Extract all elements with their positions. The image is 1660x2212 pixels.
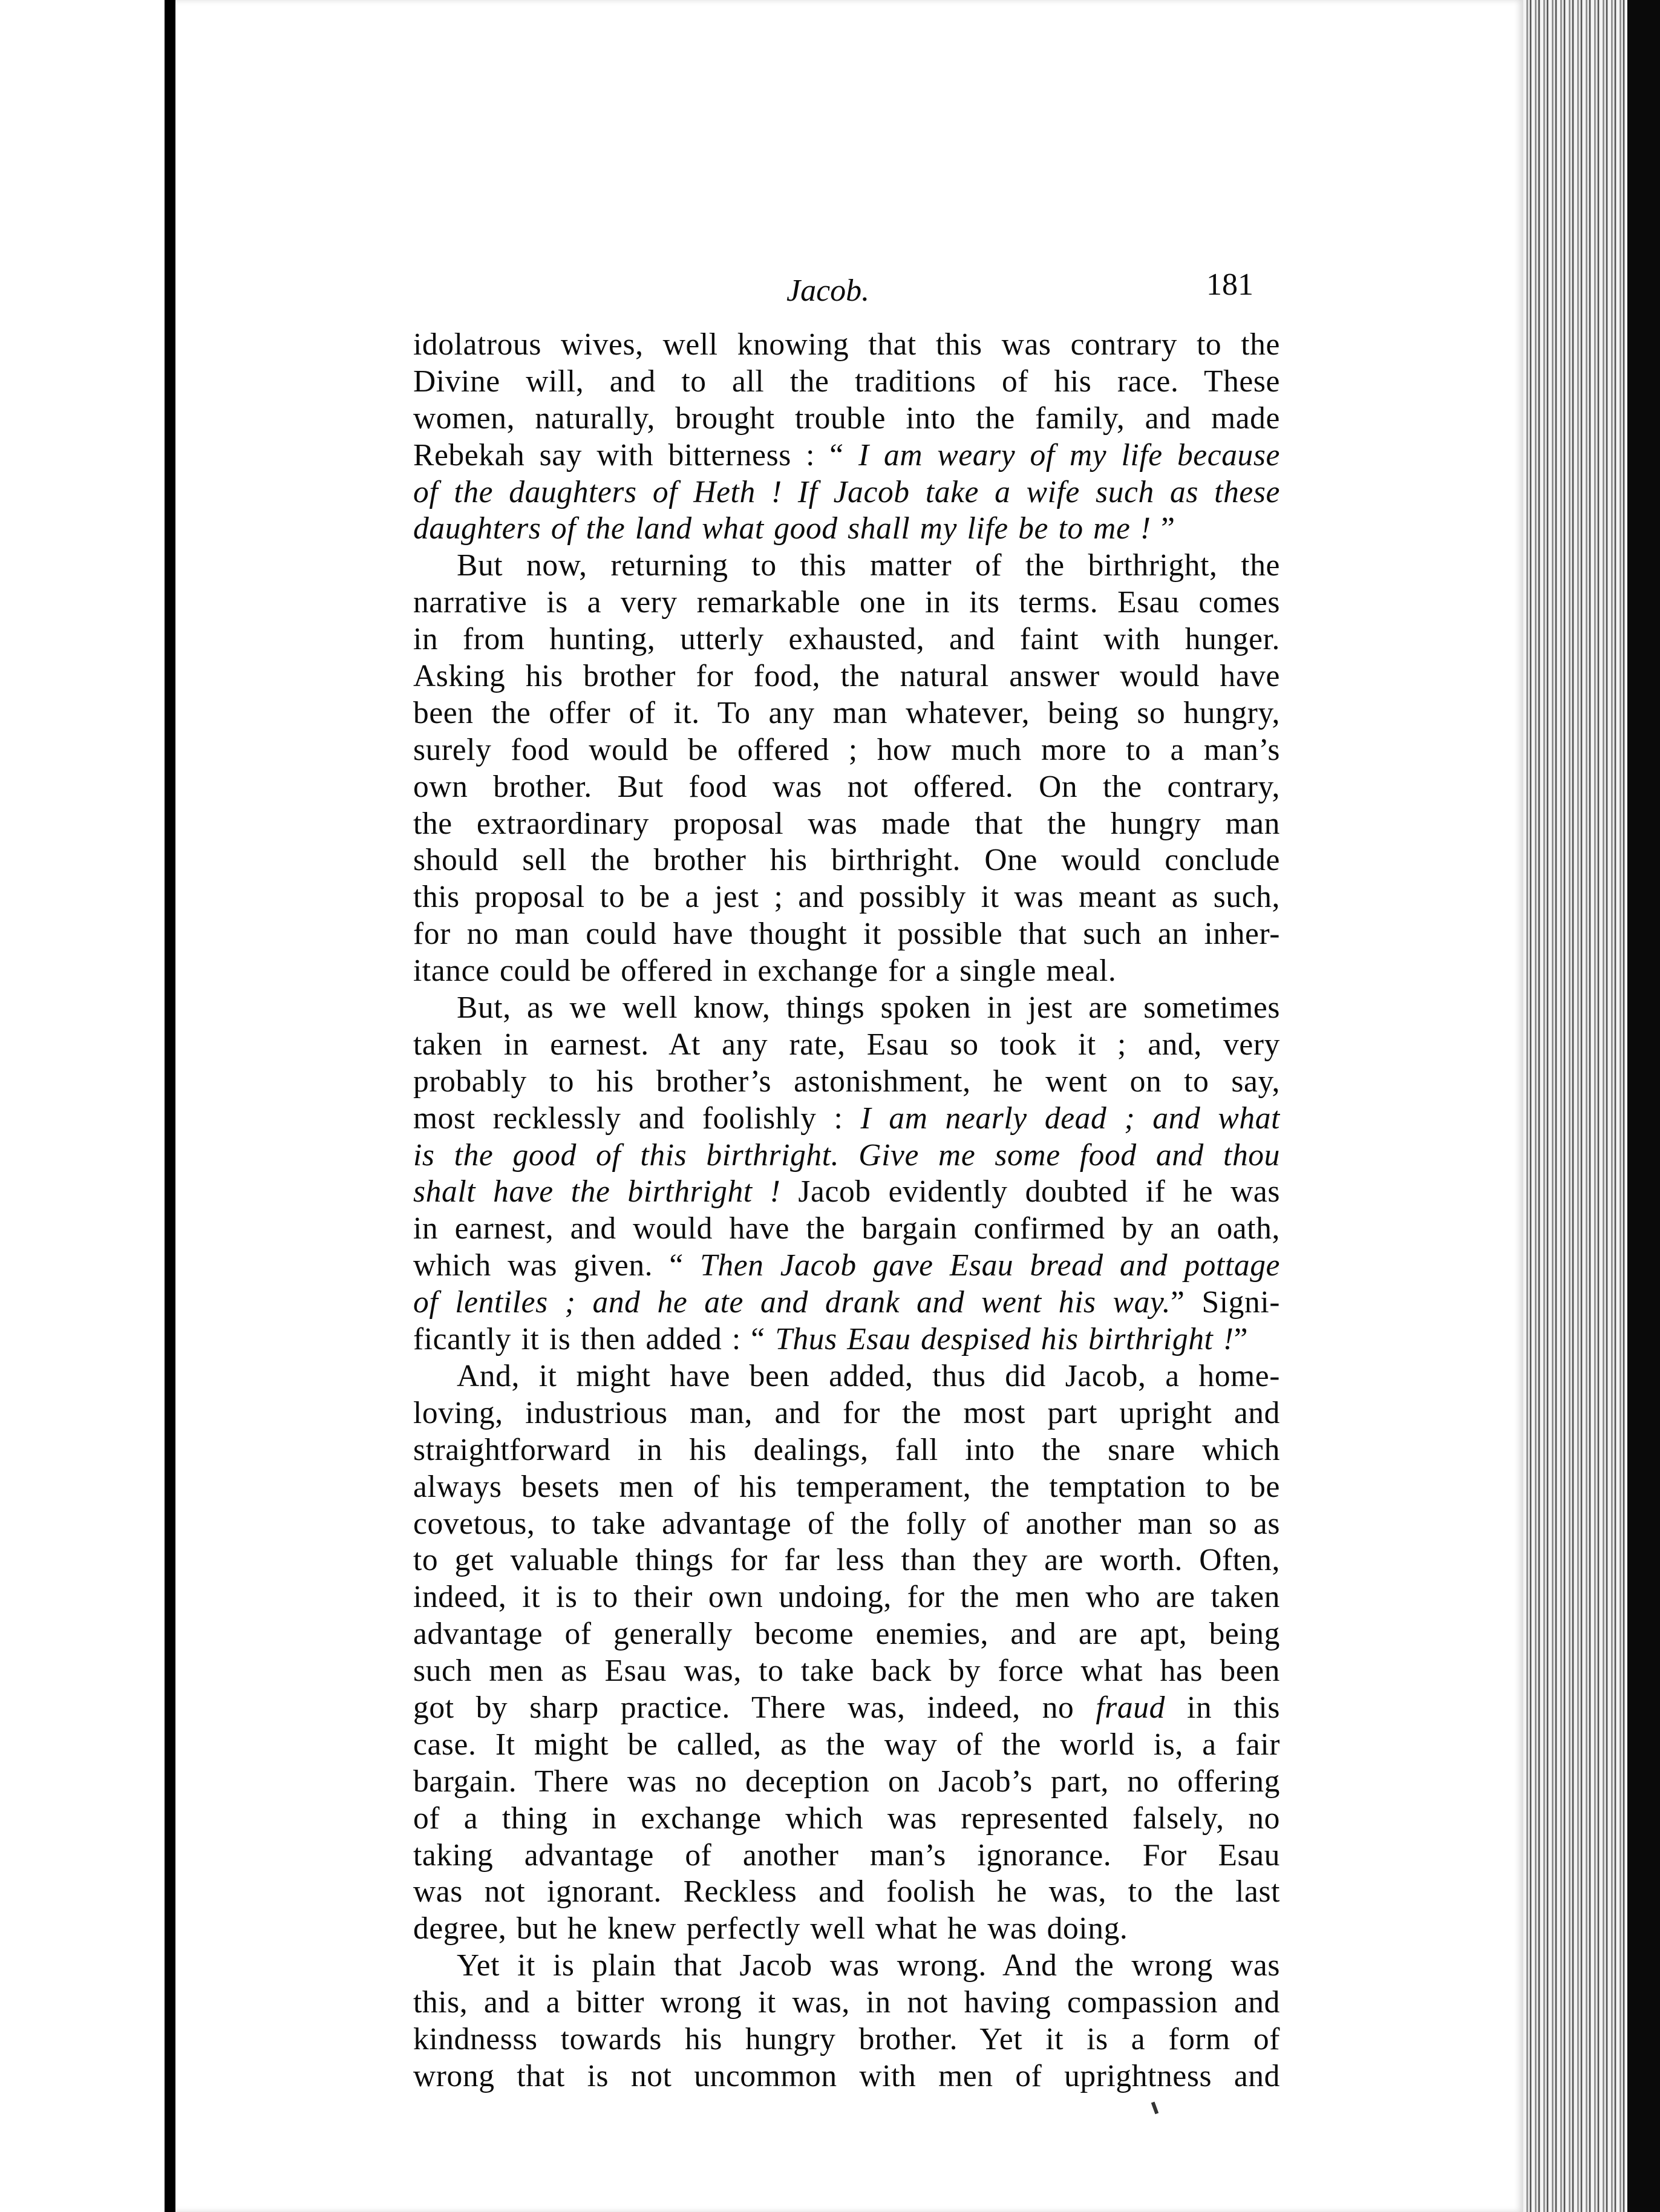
text-run: narrative is a very remarkable one in its terms. Esau comes <box>413 585 1280 620</box>
text-line <box>413 842 1280 879</box>
text-run: ” Signi- <box>1171 1285 1280 1320</box>
text-run: But, as we well know, things spoken in jest are sometimes <box>457 990 1280 1026</box>
text-line <box>413 621 1280 658</box>
italic-text-run: is the good of this birthright. Give me some food and thou <box>413 1137 1280 1173</box>
italic-text-run: daughters of the land what good shall my life be to me ! <box>413 511 1151 546</box>
italic-text-run: I am nearly dead ; and what <box>860 1101 1280 1136</box>
text-line <box>413 1211 1280 1248</box>
text-line <box>413 953 1280 990</box>
text-run: ” <box>1151 511 1175 546</box>
text-line <box>413 1653 1280 1690</box>
text-run: which was given. “ <box>413 1248 701 1283</box>
running-head: Jacob. <box>786 273 870 308</box>
text-line <box>413 1358 1280 1395</box>
text-line <box>413 2021 1280 2058</box>
text-line <box>413 1248 1280 1284</box>
text-run: this, and a bitter wrong it was, in not having compassion and <box>413 1985 1280 2020</box>
text-run: advantage of generally become enemies, and are apt, being <box>413 1617 1280 1652</box>
italic-text-run: of lentiles ; and he ate and drank and went his way. <box>413 1285 1171 1320</box>
text-run: Rebekah say with bitterness : “ <box>413 437 859 473</box>
text-line <box>413 1542 1280 1579</box>
text-line <box>413 1690 1280 1727</box>
text-run: surely food would be offered ; how much more to a man’s <box>413 732 1280 767</box>
text-run: in this <box>1165 1690 1280 1725</box>
text-line <box>413 1174 1280 1211</box>
text-run: taking advantage of another man’s ignorance. For Esau <box>413 1837 1280 1873</box>
italic-text-run: fraud <box>1096 1690 1165 1725</box>
text-run: Asking his brother for food, the natural answer would have <box>413 659 1280 694</box>
text-run: should sell the brother his birthright. One would conclude <box>413 843 1280 878</box>
text-line <box>413 1506 1280 1543</box>
text-run: most recklessly and foolishly : <box>413 1101 861 1136</box>
text-run: in from hunting, utterly exhausted, and faint with hunger. <box>413 622 1280 657</box>
text-line <box>413 695 1280 732</box>
italic-text-run: of the daughters of Heth ! If Jacob take a wife such as these <box>413 474 1280 509</box>
facing-page-edge <box>0 0 165 2212</box>
text-line <box>413 1727 1280 1764</box>
text-line <box>413 1801 1280 1837</box>
book-gutter <box>165 0 175 2212</box>
text-line <box>413 1395 1280 1432</box>
text-line <box>413 584 1280 621</box>
text-line <box>413 511 1280 548</box>
text-run: Divine will, and to all the traditions of his race. These <box>413 364 1280 399</box>
text-run: the extraordinary proposal was made that the hungry man <box>413 806 1280 841</box>
text-run: loving, industrious man, and for the most part upright and <box>413 1395 1280 1430</box>
text-line <box>413 990 1280 1027</box>
text-line <box>413 437 1280 474</box>
text-run: Jacob evidently doubted if he was <box>780 1174 1280 1209</box>
text-line <box>413 1948 1280 1985</box>
text-run: bargain. There was no deception on Jacob’s part, no offering <box>413 1764 1280 1799</box>
text-run: ficantly it is then added : “ <box>413 1322 776 1357</box>
text-run: of a thing in exchange which was represented falsely, no <box>413 1801 1280 1836</box>
text-run: wrong that is not uncommon with men of uprightness and <box>413 2058 1280 2093</box>
text-run: degree, but he knew perfectly well what he was doing. <box>413 1911 1128 1946</box>
text-run: always besets men of his temperament, the temptation to be <box>413 1469 1280 1504</box>
italic-text-run: shalt have the birthright ! <box>413 1174 781 1209</box>
text-run: was not ignorant. Reckless and foolish he was, to the last <box>413 1874 1280 1909</box>
text-run: in earnest, and would have the bargain confirmed by an oath, <box>413 1211 1280 1246</box>
text-line <box>413 769 1280 806</box>
text-run: itance could be offered in exchange for a single meal. <box>413 954 1117 989</box>
text-run: women, naturally, brought trouble into the family, and made <box>413 401 1280 436</box>
italic-text-run: I am weary of my life because <box>858 437 1280 473</box>
text-line <box>413 1027 1280 1064</box>
text-run: taken in earnest. At any rate, Esau so took it ; and, very <box>413 1027 1280 1062</box>
text-run: probably to his brother’s astonishment, he went on to say, <box>413 1064 1280 1099</box>
text-line <box>413 1321 1280 1358</box>
text-line <box>413 401 1280 437</box>
text-line <box>413 1616 1280 1653</box>
text-line <box>413 1579 1280 1616</box>
text-line <box>413 1432 1280 1469</box>
text-run: covetous, to take advantage of the folly of another man so as <box>413 1506 1280 1541</box>
body-text <box>413 327 1280 2093</box>
text-run: case. It might be called, as the way of the world is, a fair <box>413 1727 1280 1762</box>
text-line <box>413 1284 1280 1321</box>
text-run: this proposal to be a jest ; and possibly it was meant as such, <box>413 880 1280 915</box>
page-number: 181 <box>1206 267 1253 302</box>
text-run: But now, returning to this matter of the birthright, the <box>457 548 1280 583</box>
text-line <box>413 1469 1280 1506</box>
text-run: to get valuable things for far less than they are worth. Often, <box>413 1543 1280 1578</box>
text-line <box>413 2058 1280 2095</box>
text-line <box>413 1064 1280 1101</box>
text-line <box>413 879 1280 916</box>
text-run: own brother. But food was not offered. On the contrary, <box>413 769 1280 804</box>
text-run: And, it might have been added, thus did Jacob, a home- <box>457 1358 1280 1393</box>
text-line <box>413 1911 1280 1948</box>
text-line <box>413 548 1280 584</box>
text-run: kindnesss towards his hungry brother. Yet it is a form of <box>413 2021 1280 2057</box>
text-run: indeed, it is to their own undoing, for the men who are taken <box>413 1580 1280 1615</box>
text-line <box>413 916 1280 953</box>
text-run: ” <box>1234 1322 1249 1357</box>
text-line <box>413 1985 1280 2021</box>
text-run: been the offer of it. To any man whatever, being so hungry, <box>413 695 1280 730</box>
text-line <box>413 327 1280 364</box>
text-line <box>413 1837 1280 1874</box>
text-run: Yet it is plain that Jacob was wrong. And the wrong was <box>457 1948 1280 1983</box>
text-line <box>413 364 1280 401</box>
text-line <box>413 806 1280 843</box>
text-line <box>413 474 1280 511</box>
text-run: straightforward in his dealings, fall into the snare which <box>413 1432 1280 1467</box>
text-line <box>413 1101 1280 1137</box>
text-run: idolatrous wives, well knowing that this was contrary to the <box>413 327 1280 362</box>
text-line <box>413 732 1280 769</box>
italic-text-run: Then Jacob gave Esau bread and pottage <box>700 1248 1280 1283</box>
text-line <box>413 1874 1280 1911</box>
scan-border <box>1627 0 1660 2212</box>
text-line <box>413 1764 1280 1801</box>
text-run: got by sharp practice. There was, indeed, no <box>413 1690 1096 1725</box>
text-line <box>413 1137 1280 1174</box>
text-line <box>413 658 1280 695</box>
italic-text-run: Thus Esau despised his birthright ! <box>775 1322 1234 1357</box>
text-run: such men as Esau was, to take back by force what has been <box>413 1654 1280 1689</box>
text-run: for no man could have thought it possible that such an inher- <box>413 917 1280 952</box>
